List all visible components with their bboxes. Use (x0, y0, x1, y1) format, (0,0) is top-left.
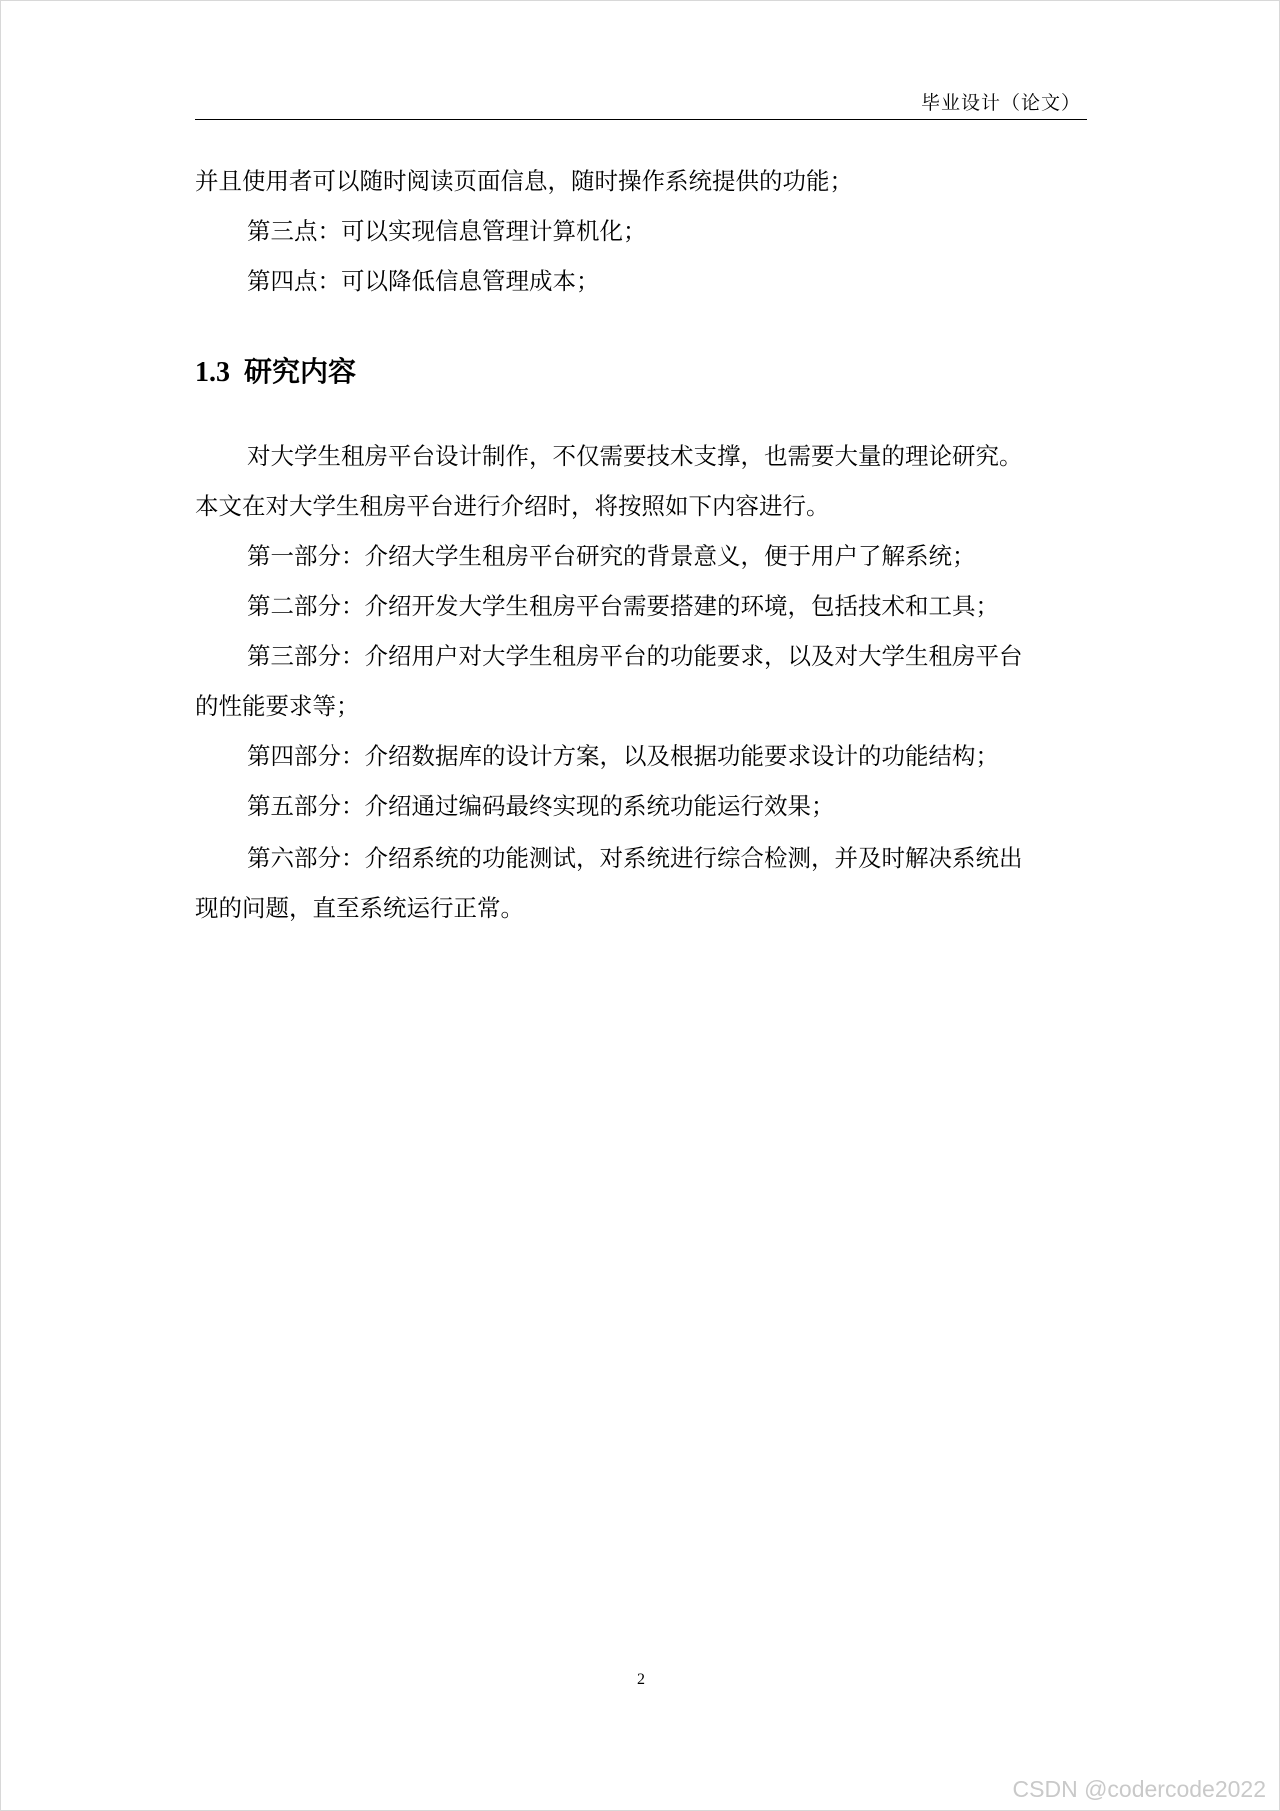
para-1-line-1: 对大学生租房平台设计制作，不仅需要技术支撑，也需要大量的理论研究。 (247, 442, 1023, 470)
para-1-line-2: 本文在对大学生租房平台进行介绍时，将按照如下内容进行。 (195, 492, 830, 520)
section-title: 研究内容 (244, 355, 357, 388)
page-number: 2 (637, 1671, 645, 1688)
section-heading (195, 355, 356, 390)
part-5: 第五部分：介绍通过编码最终实现的系统功能运行效果； (247, 792, 835, 820)
point-3: 第三点：可以实现信息管理计算机化； (247, 217, 647, 245)
intro-line-1: 并且使用者可以随时阅读页面信息，随时操作系统提供的功能； (195, 167, 853, 195)
header-title: 毕业设计（论文） (920, 92, 1081, 114)
part-3-line-2: 的性能要求等； (195, 692, 360, 720)
part-2: 第二部分：介绍开发大学生租房平台需要搭建的环境，包括技术和工具； (247, 592, 999, 620)
part-1: 第一部分：介绍大学生租房平台研究的背景意义，便于用户了解系统； (247, 542, 976, 570)
point-4: 第四点：可以降低信息管理成本； (247, 267, 600, 295)
page-header (195, 89, 1087, 120)
part-6-line-1: 第六部分：介绍系统的功能测试，对系统进行综合检测，并及时解决系统出 (247, 844, 1023, 872)
part-4: 第四部分：介绍数据库的设计方案，以及根据功能要求设计的功能结构； (247, 742, 999, 770)
section-number: 1.3 (195, 357, 230, 388)
part-3-line-1: 第三部分：介绍用户对大学生租房平台的功能要求，以及对大学生租房平台 (247, 642, 1023, 670)
watermark: CSDN @codercode2022 (1012, 1776, 1266, 1802)
part-6-line-2: 现的问题，直至系统运行正常。 (195, 894, 524, 922)
